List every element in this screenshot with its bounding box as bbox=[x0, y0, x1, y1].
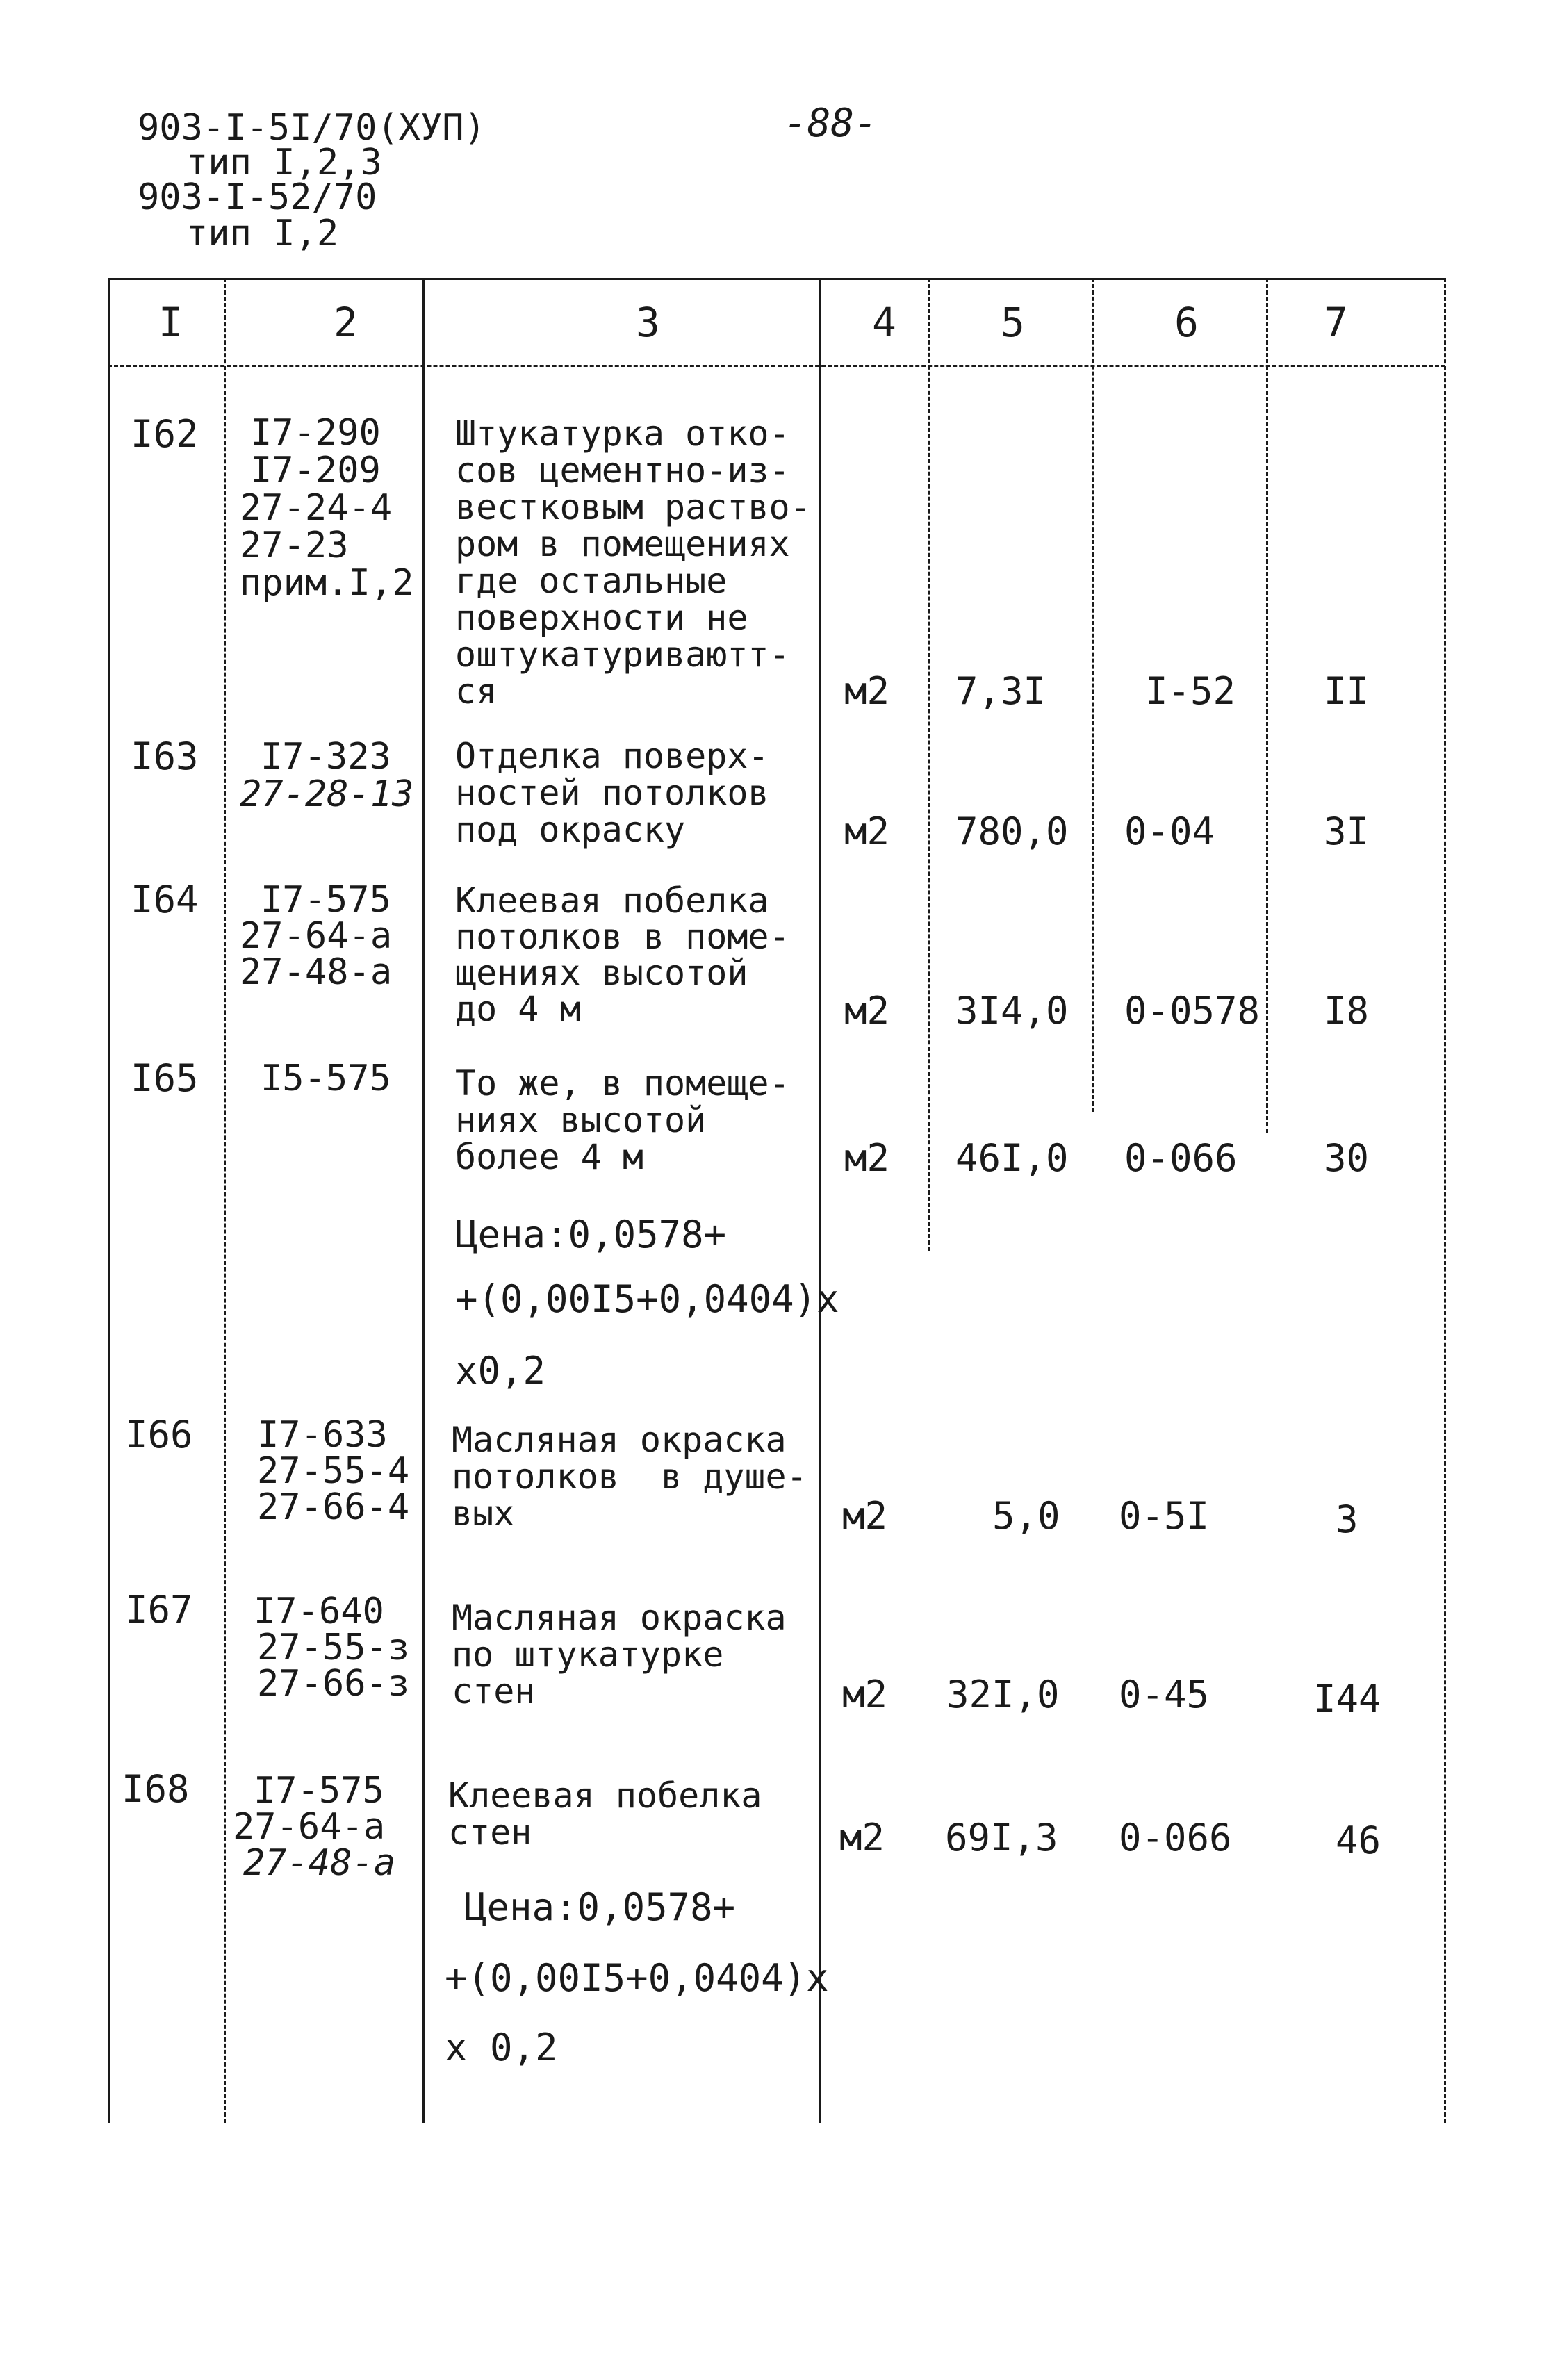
total-cell: 3I bbox=[1324, 810, 1370, 853]
code-line: I7-633 bbox=[257, 1414, 388, 1456]
doc-code-line-2: 903-I-52/70 bbox=[138, 177, 377, 218]
column-divider-1 bbox=[224, 278, 226, 2123]
code-line: 27-66-з bbox=[257, 1663, 410, 1705]
doc-type-line-2: тип I,2 bbox=[186, 213, 339, 254]
column-header-1: I bbox=[158, 299, 183, 346]
description-line: вестковым раство- bbox=[455, 487, 811, 527]
description-line: где остальные bbox=[455, 561, 728, 601]
row-number: I66 bbox=[125, 1413, 193, 1456]
total-cell: I8 bbox=[1324, 989, 1370, 1033]
quantity-cell: 46I,0 bbox=[955, 1136, 1069, 1180]
price-formula-line: Цена:0,0578+ bbox=[455, 1213, 727, 1256]
price-formula-line: Цена:0,0578+ bbox=[464, 1885, 736, 1929]
code-line: 27-55-з bbox=[257, 1627, 410, 1668]
code-line: 27-24-4 bbox=[240, 487, 393, 529]
column-header-3: 3 bbox=[636, 299, 660, 346]
doc-code-line-1: 903-I-5I/70(ХУП) bbox=[138, 107, 486, 149]
description-line: Отделка поверх- bbox=[455, 736, 769, 776]
description-line: до 4 м bbox=[455, 989, 581, 1029]
column-divider-4 bbox=[928, 278, 930, 1251]
row-number: I63 bbox=[131, 734, 199, 778]
description-line: Клеевая побелка bbox=[448, 1775, 762, 1816]
unit-cell: м2 bbox=[842, 1494, 888, 1538]
description-line: щениях высотой bbox=[455, 953, 748, 993]
code-line: 27-48-а bbox=[243, 1842, 396, 1884]
description-line: То же, в помеще- bbox=[455, 1063, 790, 1103]
quantity-cell: 5,0 bbox=[992, 1494, 1060, 1538]
unit-cell: м2 bbox=[844, 810, 890, 853]
column-header-4: 4 bbox=[872, 299, 896, 346]
code-line: 27-48-а bbox=[240, 951, 393, 993]
description-line: стен bbox=[452, 1671, 536, 1712]
header-bottom-rule bbox=[108, 365, 1445, 367]
total-cell: 46 bbox=[1336, 1819, 1381, 1862]
code-line: I7-640 bbox=[254, 1591, 384, 1632]
code-line: I7-323 bbox=[261, 736, 391, 778]
page-number: -88- bbox=[784, 101, 878, 146]
description-line: Штукатурка отко- bbox=[455, 413, 790, 454]
table-top-rule bbox=[108, 278, 1445, 280]
code-line: 27-55-4 bbox=[257, 1450, 410, 1492]
unit-price-cell: 0-45 bbox=[1119, 1673, 1210, 1716]
quantity-cell: 7,3I bbox=[955, 669, 1046, 713]
code-line: 27-66-4 bbox=[257, 1486, 410, 1528]
column-divider-2 bbox=[422, 278, 425, 2123]
code-line: 27-23 bbox=[240, 525, 349, 566]
description-line: потолков в душе- bbox=[452, 1456, 807, 1497]
table-left-border bbox=[108, 278, 110, 2123]
column-header-2: 2 bbox=[334, 299, 358, 346]
price-formula-line: х0,2 bbox=[455, 1349, 546, 1393]
doc-type-line-1: тип I,2,3 bbox=[186, 142, 382, 183]
column-divider-6 bbox=[1266, 278, 1268, 1133]
description-line: ностей потолков bbox=[455, 773, 769, 813]
price-formula-line: +(0,00I5+0,0404)х bbox=[445, 1956, 829, 2000]
price-formula-line: +(0,00I5+0,0404)х bbox=[455, 1277, 839, 1321]
code-line: I7-575 bbox=[254, 1770, 384, 1812]
unit-price-cell: 0-0578 bbox=[1124, 989, 1261, 1033]
total-cell: 3 bbox=[1336, 1497, 1358, 1541]
row-number: I65 bbox=[131, 1056, 199, 1100]
column-header-7: 7 bbox=[1324, 299, 1348, 346]
code-line: I7-575 bbox=[261, 879, 391, 921]
row-number: I64 bbox=[131, 878, 199, 921]
code-line: I7-209 bbox=[250, 450, 381, 491]
code-line: I5-575 bbox=[261, 1058, 391, 1099]
description-line: Масляная окраска bbox=[452, 1598, 787, 1638]
description-line: потолков в поме- bbox=[455, 917, 790, 957]
row-number: I67 bbox=[125, 1588, 193, 1632]
description-line: ся bbox=[455, 671, 498, 712]
column-divider-5 bbox=[1092, 278, 1094, 1112]
description-line: более 4 м bbox=[455, 1137, 643, 1177]
description-line: сов цементно-из- bbox=[455, 450, 790, 491]
unit-cell: м2 bbox=[844, 989, 890, 1033]
unit-cell: м2 bbox=[839, 1816, 885, 1860]
column-header-5: 5 bbox=[1001, 299, 1025, 346]
unit-cell: м2 bbox=[844, 669, 890, 713]
quantity-cell: 780,0 bbox=[955, 810, 1069, 853]
code-line: I7-290 bbox=[250, 412, 381, 454]
total-cell: I44 bbox=[1313, 1677, 1381, 1721]
row-number: I62 bbox=[131, 412, 199, 456]
column-divider-3 bbox=[819, 278, 821, 2123]
description-line: Масляная окраска bbox=[452, 1420, 787, 1460]
quantity-cell: 32I,0 bbox=[946, 1673, 1060, 1716]
unit-price-cell: I-52 bbox=[1145, 669, 1236, 713]
unit-cell: м2 bbox=[842, 1673, 888, 1716]
quantity-cell: 69I,3 bbox=[945, 1816, 1058, 1860]
description-line: стен bbox=[448, 1812, 532, 1853]
total-cell: 30 bbox=[1324, 1136, 1370, 1180]
column-header-6: 6 bbox=[1174, 299, 1199, 346]
code-line: 27-64-а bbox=[240, 915, 393, 957]
description-line: оштукатуриваютт- bbox=[455, 634, 790, 675]
description-line: ром в помещениях bbox=[455, 524, 790, 564]
total-cell: II bbox=[1324, 669, 1370, 713]
price-formula-line: х 0,2 bbox=[445, 2026, 558, 2069]
unit-cell: м2 bbox=[844, 1136, 890, 1180]
quantity-cell: 3I4,0 bbox=[955, 989, 1069, 1033]
description-line: под окраску bbox=[455, 810, 686, 850]
description-line: Клеевая побелка bbox=[455, 880, 769, 921]
unit-price-cell: 0-066 bbox=[1124, 1136, 1238, 1180]
unit-price-cell: 0-5I bbox=[1119, 1494, 1210, 1538]
row-number: I68 bbox=[122, 1767, 190, 1811]
description-line: по штукатурке bbox=[452, 1634, 724, 1675]
description-line: вых bbox=[452, 1493, 515, 1534]
description-line: поверхности не bbox=[455, 598, 748, 638]
code-line: 27-64-а bbox=[233, 1806, 386, 1848]
code-note: прим.I,2 bbox=[240, 562, 414, 604]
code-line: 27-28-13 bbox=[240, 773, 414, 815]
table-right-border bbox=[1444, 278, 1446, 2123]
unit-price-cell: 0-04 bbox=[1124, 810, 1215, 853]
description-line: ниях высотой bbox=[455, 1100, 707, 1140]
unit-price-cell: 0-066 bbox=[1119, 1816, 1232, 1860]
